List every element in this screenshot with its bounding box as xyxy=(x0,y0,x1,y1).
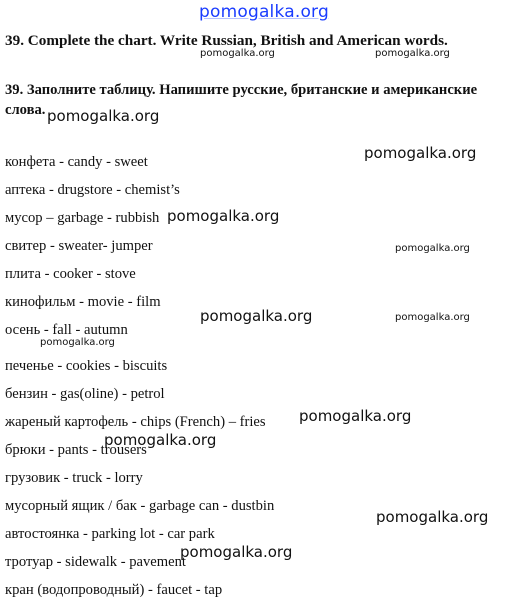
list-item: автостоянка - parking lot - car park xyxy=(5,526,215,542)
watermark: pomogalka.org xyxy=(47,107,160,125)
watermark: pomogalka.org xyxy=(104,431,217,449)
watermark: pomogalka.org xyxy=(40,337,115,348)
exercise-heading-ru: 39. Заполните таблицу. Напишите русские, британские и американские слова. xyxy=(5,82,478,118)
watermark: pomogalka.org xyxy=(200,48,275,59)
watermark: pomogalka.org xyxy=(167,207,280,225)
exercise-heading-en: 39. Complete the chart. Write Russian, British and American words. xyxy=(5,32,448,49)
site-logo[interactable]: pomogalka.org xyxy=(199,2,329,22)
list-item: конфета - candy - sweet xyxy=(5,154,148,170)
list-item: аптека - drugstore - chemist’s xyxy=(5,182,180,198)
list-item: жареный картофель - chips (French) – fries xyxy=(5,414,266,430)
watermark: pomogalka.org xyxy=(395,312,470,323)
watermark: pomogalka.org xyxy=(200,307,313,325)
list-item: осень - fall - autumn xyxy=(5,322,128,338)
list-item: свитер - sweater- jumper xyxy=(5,238,153,254)
watermark: pomogalka.org xyxy=(376,508,489,526)
list-item: бензин - gas(oline) - petrol xyxy=(5,386,165,402)
list-item: грузовик - truck - lorry xyxy=(5,470,143,486)
watermark: pomogalka.org xyxy=(395,243,470,254)
list-item: мусор – garbage - rubbish xyxy=(5,210,160,226)
watermark: pomogalka.org xyxy=(299,407,412,425)
list-item: мусорный ящик / бак - garbage can - dustbin xyxy=(5,498,275,514)
watermark: pomogalka.org xyxy=(364,144,477,162)
watermark: pomogalka.org xyxy=(180,543,293,561)
list-item: тротуар - sidewalk - pavement xyxy=(5,554,186,570)
list-item: печенье - cookies - biscuits xyxy=(5,358,168,374)
list-item: плита - cooker - stove xyxy=(5,266,136,282)
list-item: кинофильм - movie - film xyxy=(5,294,161,310)
list-item: брюки - pants - trousers xyxy=(5,442,147,458)
watermark: pomogalka.org xyxy=(375,48,450,59)
list-item: кран (водопроводный) - faucet - tap xyxy=(5,582,223,598)
